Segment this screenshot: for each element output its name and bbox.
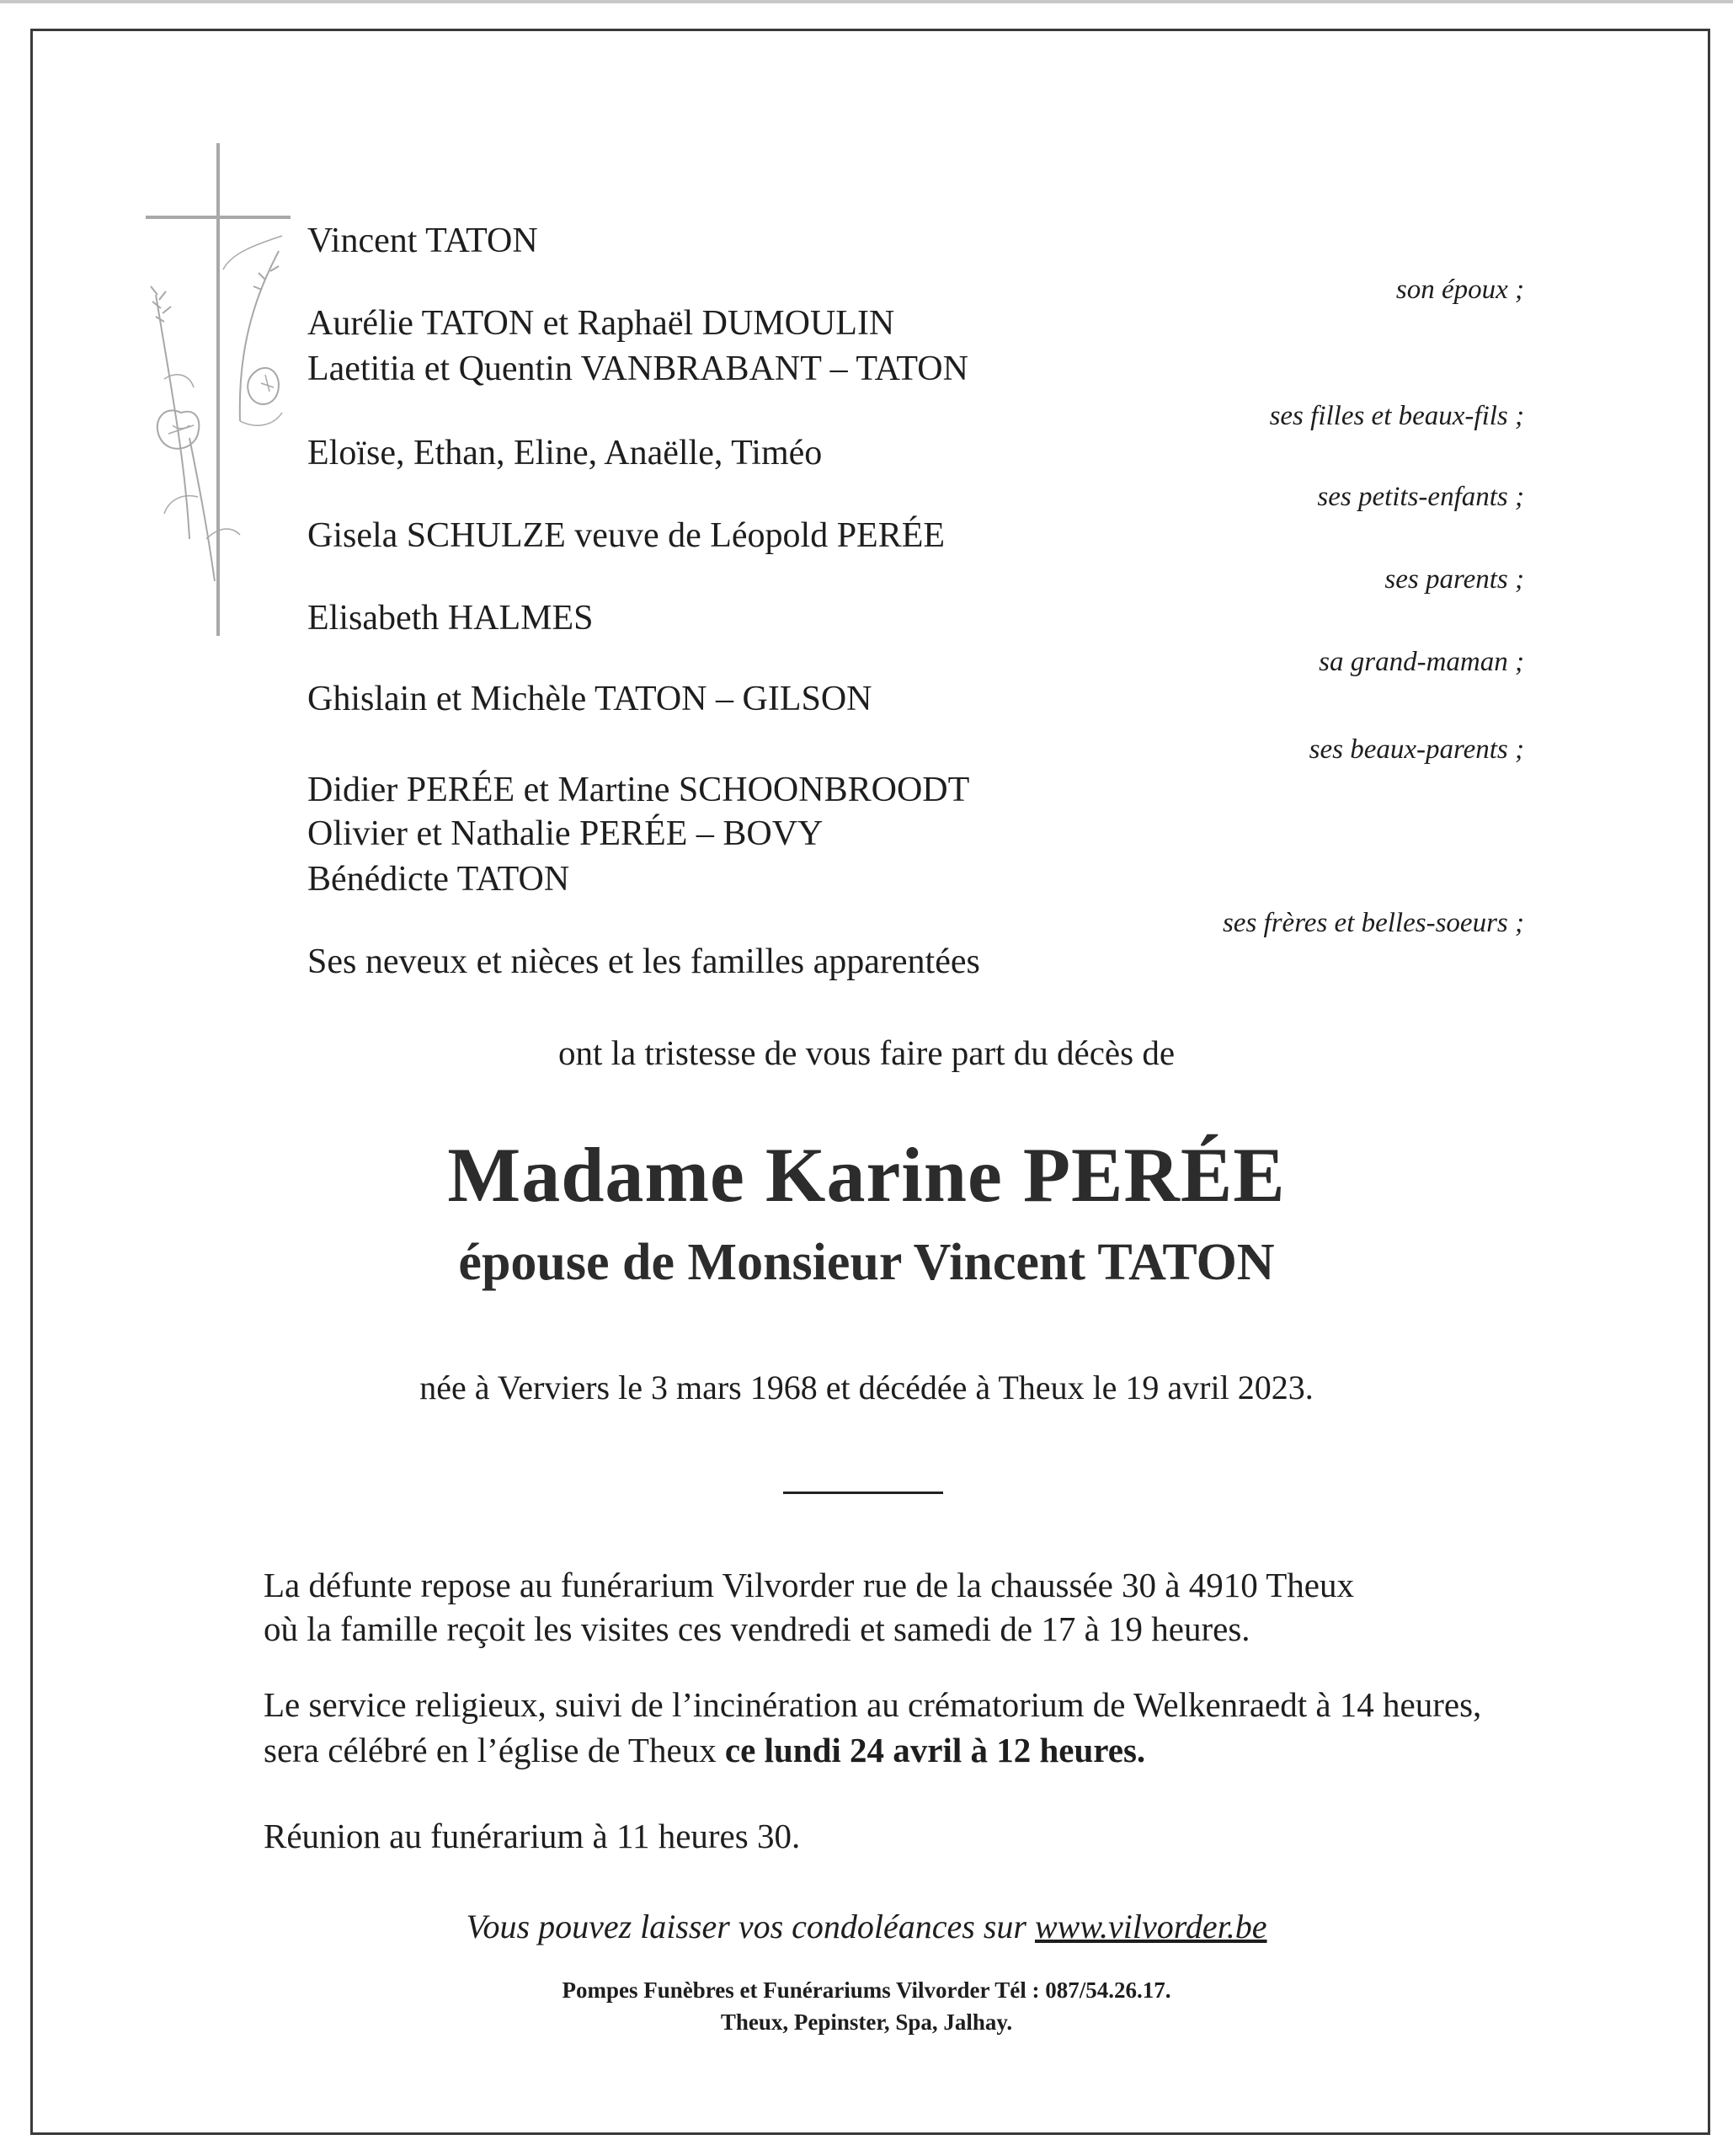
footer-funeral-home: Pompes Funèbres et Funérariums Vilvorder Tél : 087/54.26.17. bbox=[562, 1977, 1171, 2003]
family-member-line: Laetitia et Quentin VANBRABANT – TATON bbox=[307, 350, 968, 388]
birth-death-dates: née à Verviers le 3 mars 1968 et décédée à Theux le 19 avril 2023. bbox=[419, 1369, 1314, 1406]
relation-label: ses petits-enfants ; bbox=[1317, 482, 1524, 512]
relation-label: ses filles et beaux-fils ; bbox=[1269, 401, 1524, 431]
separator-line bbox=[783, 1492, 943, 1494]
announcement-intro: ont la tristesse de vous faire part du décès de bbox=[557, 1033, 1176, 1072]
family-member-line: Ghislain et Michèle TATON – GILSON bbox=[307, 680, 872, 718]
relation-label: ses parents ; bbox=[1384, 564, 1524, 595]
family-member-line: Eloïse, Ethan, Eline, Anaëlle, Timéo bbox=[307, 434, 823, 472]
top-border-line bbox=[0, 0, 1733, 3]
funeral-detail-line bbox=[264, 1730, 1145, 1770]
condolences-website-link[interactable]: www.vilvorder.be bbox=[1034, 1908, 1267, 1945]
relation-label: ses frères et belles-soeurs ; bbox=[1222, 908, 1524, 938]
funeral-detail-line: Réunion au funérarium à 11 heures 30. bbox=[264, 1817, 801, 1855]
service-location-text: sera célébré en l’église de Theux bbox=[264, 1731, 725, 1769]
footer-locations: Theux, Pepinster, Spa, Jalhay. bbox=[720, 2009, 1013, 2035]
family-member-line: Elisabeth HALMES bbox=[307, 599, 594, 638]
funeral-detail-line: La défunte repose au funérarium Vilvorder rue de la chaussée 30 à 4910 Theux bbox=[264, 1566, 1355, 1604]
relation-label: son époux ; bbox=[1395, 275, 1524, 305]
relation-label: sa grand-maman ; bbox=[1319, 647, 1524, 677]
deceased-name: Madame Karine PERÉE bbox=[447, 1132, 1286, 1218]
family-member-line: Ses neveux et nièces et les familles apparentées bbox=[307, 942, 980, 981]
relation-label: ses beaux-parents ; bbox=[1309, 734, 1524, 765]
family-member-line: Aurélie TATON et Raphaël DUMOULIN bbox=[307, 304, 895, 343]
condolences-line bbox=[0, 1907, 1733, 1946]
spouse-line: épouse de Monsieur Vincent TATON bbox=[458, 1234, 1275, 1291]
family-member-line: Olivier et Nathalie PERÉE – BOVY bbox=[307, 814, 824, 853]
family-member-line: Gisela SCHULZE veuve de Léopold PERÉE bbox=[307, 516, 946, 555]
funeral-detail-line: Le service religieux, suivi de l’incinération au crématorium de Welkenraedt à 14 heures, bbox=[264, 1685, 1482, 1724]
family-member-line: Didier PERÉE et Martine SCHOONBROODT bbox=[307, 771, 970, 809]
cross-with-wheat-and-flowers-icon bbox=[139, 143, 307, 640]
family-member-line: Bénédicte TATON bbox=[307, 860, 570, 899]
funeral-detail-line: où la famille reçoit les visites ces vendredi et samedi de 17 à 19 heures. bbox=[264, 1609, 1250, 1648]
family-member-line: Vincent TATON bbox=[307, 221, 538, 260]
service-date-time: ce lundi 24 avril à 12 heures. bbox=[724, 1731, 1146, 1769]
condolences-text: Vous pouvez laisser vos condoléances sur bbox=[466, 1908, 1035, 1945]
